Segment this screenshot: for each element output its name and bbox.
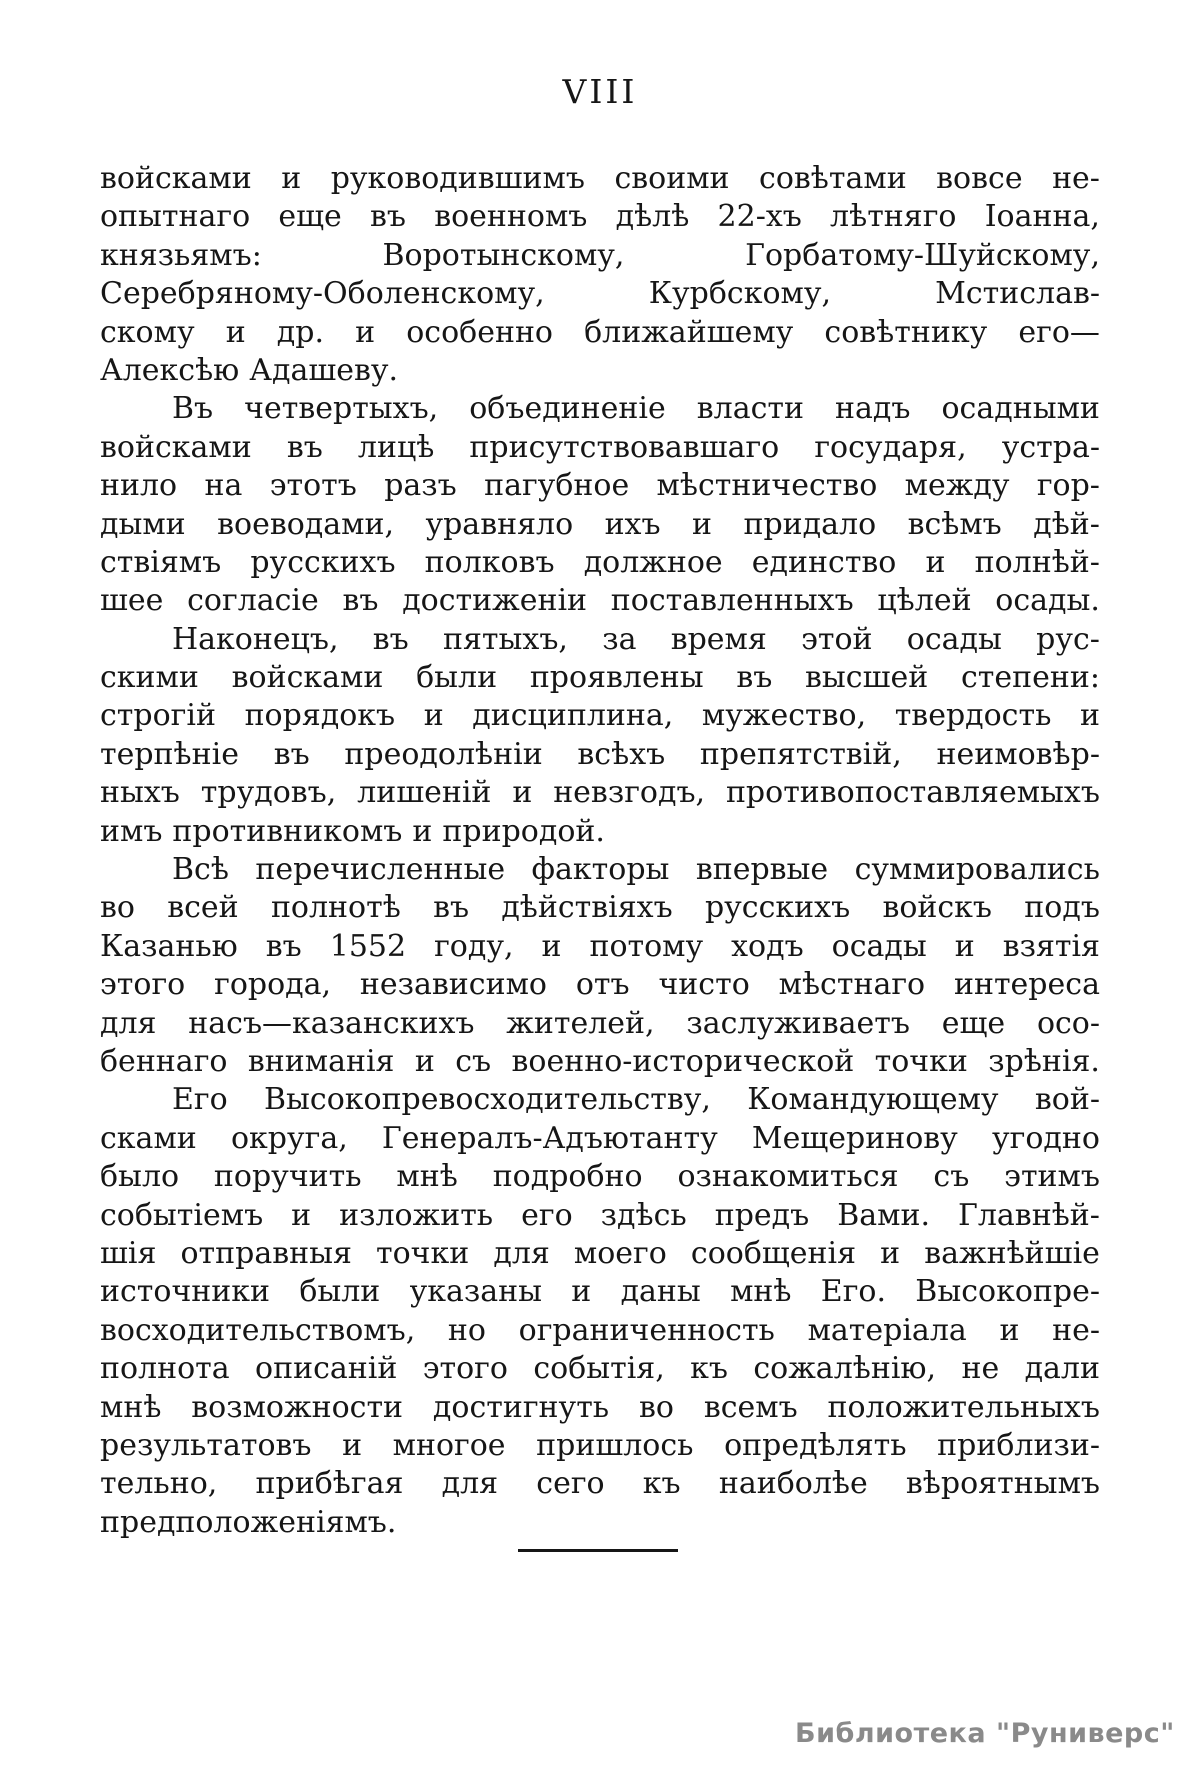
word: достигнуть xyxy=(432,1389,610,1425)
word: положительныхъ xyxy=(827,1389,1100,1425)
text-line xyxy=(100,467,1100,505)
text-line xyxy=(100,544,1100,582)
word: полнѣй- xyxy=(974,544,1100,580)
word: осадными xyxy=(941,391,1100,427)
word: осо- xyxy=(1036,1005,1100,1041)
word: къ xyxy=(642,1466,681,1502)
word: заслуживаетъ xyxy=(686,1005,910,1041)
text-line xyxy=(100,1081,1100,1119)
word: вѣроятнымъ xyxy=(905,1466,1100,1502)
word: съ xyxy=(455,1043,492,1079)
word: Всѣ xyxy=(172,852,229,888)
word: гор- xyxy=(1036,468,1100,504)
word: строгій xyxy=(100,698,216,734)
word: города, xyxy=(214,967,332,1003)
word: разъ xyxy=(384,468,457,504)
word: противникомъ xyxy=(172,813,403,849)
library-watermark: Библиотека "Руниверс" xyxy=(795,1718,1175,1749)
word: пятыхъ, xyxy=(443,621,568,657)
word: полнотѣ xyxy=(270,890,401,926)
word: для xyxy=(441,1466,499,1502)
word: жителей, xyxy=(506,1005,655,1041)
word: уравняло xyxy=(425,506,574,542)
word: поручить xyxy=(213,1159,362,1195)
text-line xyxy=(100,736,1100,774)
word: совѣтнику xyxy=(824,314,988,350)
word: моего xyxy=(573,1235,667,1271)
word: и xyxy=(355,314,376,350)
word: въ xyxy=(736,660,773,696)
word: беннаго xyxy=(100,1043,228,1079)
text-line xyxy=(100,314,1100,352)
word: военномъ xyxy=(434,199,588,235)
word: мнѣ xyxy=(396,1159,458,1195)
word: чисто xyxy=(658,967,750,1003)
word: были xyxy=(416,660,498,696)
word: въ xyxy=(372,621,409,657)
word: Въ xyxy=(172,391,214,427)
word: къ xyxy=(690,1351,728,1387)
word: этой xyxy=(801,621,873,657)
word: дыми xyxy=(100,506,186,542)
word: мѣстнаго xyxy=(778,967,926,1003)
word: полнота xyxy=(100,1351,230,1387)
word: твердость xyxy=(894,698,1052,734)
word: въ xyxy=(286,429,323,465)
word: во xyxy=(100,890,135,926)
word: этого xyxy=(100,967,186,1003)
text-line xyxy=(100,275,1100,313)
word: всемъ xyxy=(703,1389,798,1425)
word: мнѣ xyxy=(730,1274,792,1310)
text-line xyxy=(100,582,1100,620)
word: многое xyxy=(392,1427,506,1463)
word: 1552 xyxy=(329,928,407,964)
word: насъ—казанскихъ xyxy=(188,1005,475,1041)
word: его xyxy=(521,1197,573,1233)
word: особенно xyxy=(406,314,553,350)
text-line xyxy=(100,506,1100,544)
word: и xyxy=(692,506,713,542)
word: порядокъ xyxy=(244,698,396,734)
word: взятія xyxy=(1002,928,1100,964)
word: высшей xyxy=(805,660,929,696)
word: опредѣлять xyxy=(724,1427,907,1463)
word: степени: xyxy=(960,660,1100,696)
text-line xyxy=(100,1158,1100,1196)
word: и xyxy=(1080,698,1100,734)
word: князьямъ: xyxy=(100,237,262,273)
text-line xyxy=(100,237,1100,275)
word: потому xyxy=(589,928,704,964)
word: и xyxy=(925,544,946,580)
word: еще xyxy=(941,1005,1006,1041)
word: сего xyxy=(536,1466,605,1502)
text-line xyxy=(100,1043,1100,1081)
word: совѣтами xyxy=(759,161,907,196)
word: округа, xyxy=(230,1120,348,1156)
word: дѣлѣ xyxy=(615,199,690,235)
word: не xyxy=(961,1351,1000,1387)
word: имъ xyxy=(100,813,163,849)
word: было xyxy=(100,1159,180,1195)
word: сообщенія xyxy=(690,1235,857,1271)
word: предположеніямъ. xyxy=(100,1504,397,1540)
word: и xyxy=(880,1235,901,1271)
text-line xyxy=(100,659,1100,697)
text-line xyxy=(100,966,1100,1004)
word: и xyxy=(954,928,975,964)
word: въ xyxy=(342,583,379,619)
word: своими xyxy=(614,161,730,196)
word: время xyxy=(670,621,767,657)
word: ограниченность xyxy=(518,1312,775,1348)
word: объединеніе xyxy=(469,391,666,427)
word: Горбатому-Шуйскому, xyxy=(745,237,1100,273)
word: и xyxy=(571,1274,592,1310)
word: противопоставляемыхъ xyxy=(725,775,1100,811)
word: присутствовавшаго xyxy=(469,429,780,465)
word: во xyxy=(639,1389,674,1425)
word: государя, xyxy=(814,429,967,465)
word: дисциплина, xyxy=(472,698,674,734)
word: войсками xyxy=(100,161,252,196)
word: скому xyxy=(100,314,195,350)
word: и xyxy=(512,775,533,811)
text-line xyxy=(100,774,1100,812)
word: опытнаго xyxy=(100,199,251,235)
text-line xyxy=(100,1350,1100,1388)
word: вой- xyxy=(1034,1082,1100,1118)
word: согласіе xyxy=(187,583,319,619)
word: надъ xyxy=(835,391,911,427)
word: въ xyxy=(273,736,310,772)
word: изложить xyxy=(339,1197,494,1233)
word: осады xyxy=(831,928,927,964)
word: и xyxy=(281,161,302,196)
word: здѣсь xyxy=(600,1197,687,1233)
word: полковъ xyxy=(424,544,555,580)
word: осады xyxy=(906,621,1002,657)
text-line xyxy=(100,813,1100,851)
text-line xyxy=(100,1389,1100,1427)
word: важнѣйшіе xyxy=(924,1235,1100,1271)
word: событія, xyxy=(533,1351,665,1387)
text-line xyxy=(100,889,1100,927)
word: приблизи- xyxy=(937,1427,1100,1463)
word: подъ xyxy=(1024,890,1100,926)
word: Высокопре- xyxy=(915,1274,1100,1310)
word: предъ xyxy=(714,1197,810,1233)
word: должное xyxy=(583,544,723,580)
text-line xyxy=(100,621,1100,659)
word: между xyxy=(904,468,1010,504)
text-line xyxy=(100,429,1100,467)
word: въ xyxy=(265,928,302,964)
word: мужество, xyxy=(701,698,867,734)
text-line xyxy=(100,198,1100,236)
word: воеводами, xyxy=(217,506,395,542)
word: событіемъ xyxy=(100,1197,264,1233)
word: невзгодъ, xyxy=(553,775,706,811)
text-line xyxy=(100,1005,1100,1043)
word: не- xyxy=(1052,161,1100,196)
word: восходительствомъ, xyxy=(100,1312,416,1348)
text-line xyxy=(100,1120,1100,1158)
word: зрѣнія. xyxy=(988,1043,1100,1079)
text-line xyxy=(100,160,1100,198)
word: всей xyxy=(167,890,239,926)
word: указаны xyxy=(409,1274,543,1310)
word: не- xyxy=(1052,1312,1100,1348)
word: шія xyxy=(100,1235,157,1271)
word: пагубное xyxy=(484,468,630,504)
word: этого xyxy=(422,1351,508,1387)
text-line xyxy=(100,928,1100,966)
word: для xyxy=(100,1005,157,1041)
word: вниманія xyxy=(247,1043,395,1079)
word: рус- xyxy=(1036,621,1100,657)
word: Мещеринову xyxy=(751,1120,958,1156)
word: достиженіи xyxy=(402,583,588,619)
word: въ xyxy=(370,199,406,235)
word: Генералъ-Адъютанту xyxy=(381,1120,718,1156)
word: ствіямъ xyxy=(100,544,222,580)
word: Высокопревосходительству, xyxy=(263,1082,711,1118)
word: др. xyxy=(276,314,325,350)
word: точки xyxy=(376,1235,470,1271)
word: Вами. xyxy=(837,1197,931,1233)
word: пришлось xyxy=(536,1427,694,1463)
word: этотъ xyxy=(269,468,357,504)
word: году, xyxy=(434,928,514,964)
word: отправныя xyxy=(180,1235,352,1271)
word: русскихъ xyxy=(250,544,396,580)
word: военно-исторической xyxy=(511,1043,855,1079)
word: дали xyxy=(1024,1351,1100,1387)
word: прибѣгая xyxy=(255,1466,404,1502)
word: даны xyxy=(620,1274,701,1310)
word: для xyxy=(493,1235,550,1271)
word: Алексѣю xyxy=(100,352,240,388)
word: на xyxy=(204,468,243,504)
word: суммировались xyxy=(854,852,1100,888)
word: Его. xyxy=(820,1274,887,1310)
word: неимовѣр- xyxy=(936,736,1100,772)
word: дѣйствіяхъ xyxy=(501,890,673,926)
word: ныхъ xyxy=(100,775,180,811)
word: мнѣ xyxy=(100,1389,162,1425)
word: дѣй- xyxy=(1033,506,1100,542)
word: Воротынскому, xyxy=(382,237,625,273)
word: и xyxy=(412,813,433,849)
word: трудовъ, xyxy=(200,775,337,811)
word: и xyxy=(342,1427,363,1463)
word: Іоанна, xyxy=(984,199,1100,235)
word: но xyxy=(447,1312,486,1348)
word: осады. xyxy=(995,583,1100,619)
word: лѣтняго xyxy=(830,199,957,235)
word: нило xyxy=(100,468,178,504)
text-line xyxy=(100,1427,1100,1465)
word: интереса xyxy=(953,967,1100,1003)
word: поставленныхъ xyxy=(610,583,854,619)
word: и xyxy=(999,1312,1020,1348)
word: ближайшему xyxy=(584,314,794,350)
word: возможности xyxy=(191,1389,404,1425)
text-line xyxy=(100,1235,1100,1273)
word: источники xyxy=(100,1274,271,1310)
word: и xyxy=(225,314,246,350)
word: тельно, xyxy=(100,1466,218,1502)
word: и xyxy=(541,928,562,964)
word: описаній xyxy=(255,1351,398,1387)
word: сками xyxy=(100,1120,197,1156)
word: лицѣ xyxy=(357,429,435,465)
word: всѣхъ xyxy=(577,736,666,772)
text-line xyxy=(100,352,1100,390)
word: результатовъ xyxy=(100,1427,312,1463)
word: единство xyxy=(751,544,897,580)
word: Наконецъ, xyxy=(172,621,339,657)
word: проявлены xyxy=(529,660,704,696)
page-number: VIII xyxy=(562,72,638,111)
word: матеріала xyxy=(807,1312,967,1348)
text-line xyxy=(100,1197,1100,1235)
word: были xyxy=(299,1274,381,1310)
word: природой. xyxy=(442,813,605,849)
word: впервые xyxy=(695,852,829,888)
word: цѣлей xyxy=(877,583,972,619)
word: Командующему xyxy=(747,1082,999,1118)
word: сожалѣнію, xyxy=(753,1351,937,1387)
word: войсками xyxy=(100,429,252,465)
word: скими xyxy=(100,660,199,696)
word: Казанью xyxy=(100,928,238,964)
word: его— xyxy=(1018,314,1100,350)
word: Адашеву. xyxy=(249,352,399,388)
word: за xyxy=(602,621,637,657)
text-line xyxy=(100,1465,1100,1503)
word: и xyxy=(414,1043,435,1079)
page-text-block xyxy=(100,160,1100,1542)
word: преодолѣніи xyxy=(344,736,543,772)
word: власти xyxy=(696,391,805,427)
word: руководившимъ xyxy=(330,161,585,196)
word: шее xyxy=(100,583,164,619)
text-line xyxy=(100,390,1100,428)
word: факторы xyxy=(531,852,670,888)
word: четвертыхъ, xyxy=(244,391,439,427)
word: устра- xyxy=(1001,429,1100,465)
word: 22-хъ xyxy=(717,199,802,235)
word: угодно xyxy=(992,1120,1100,1156)
word: перечисленные xyxy=(255,852,506,888)
word: ихъ xyxy=(604,506,661,542)
word: этимъ xyxy=(1004,1159,1100,1195)
word: лишеній xyxy=(357,775,492,811)
word: и xyxy=(291,1197,312,1233)
text-line xyxy=(100,1273,1100,1311)
word: независимо xyxy=(359,967,547,1003)
word: Серебряному-Оболенскому, xyxy=(100,276,545,312)
section-divider-rule xyxy=(518,1549,678,1552)
text-line xyxy=(100,697,1100,735)
word: и xyxy=(423,698,444,734)
word: мѣстничество xyxy=(656,468,878,504)
word: наиболѣе xyxy=(718,1466,868,1502)
word: всѣмъ xyxy=(907,506,1002,542)
word: съ xyxy=(933,1159,970,1195)
word: войскъ xyxy=(882,890,993,926)
text-line xyxy=(100,851,1100,889)
word: Его xyxy=(172,1082,228,1118)
word: ознакомиться xyxy=(677,1159,899,1195)
word: терпѣніе xyxy=(100,736,239,772)
word: точки xyxy=(874,1043,968,1079)
word: Мстислав- xyxy=(935,276,1100,312)
word: ходъ xyxy=(731,928,804,964)
word: придало xyxy=(743,506,877,542)
word: препятствій, xyxy=(699,736,902,772)
word: еще xyxy=(278,199,342,235)
word: въ xyxy=(433,890,470,926)
word: Главнѣй- xyxy=(958,1197,1100,1233)
word: войсками xyxy=(231,660,384,696)
text-line xyxy=(100,1504,1100,1542)
word: Курбскому, xyxy=(648,276,832,312)
word: вовсе xyxy=(936,161,1023,196)
text-line xyxy=(100,1312,1100,1350)
word: русскихъ xyxy=(704,890,851,926)
word: подробно xyxy=(492,1159,643,1195)
word: отъ xyxy=(575,967,630,1003)
